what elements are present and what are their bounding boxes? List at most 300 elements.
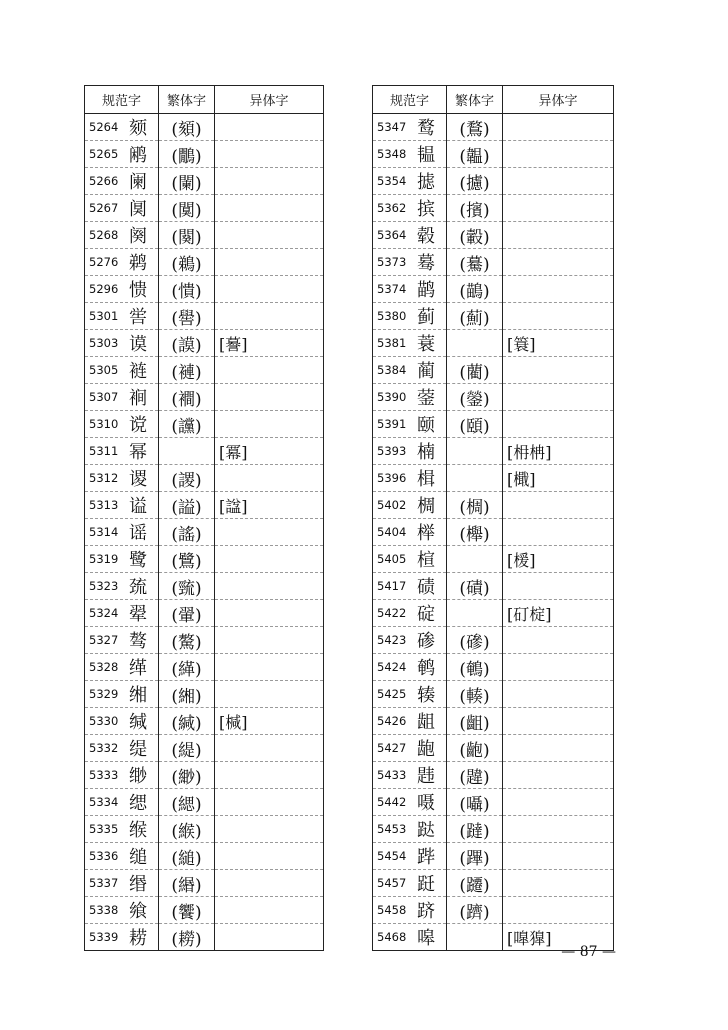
variant-char: [椷] — [215, 708, 324, 735]
char-code: 5422 — [377, 606, 407, 620]
table-row — [373, 843, 614, 870]
char-code: 5384 — [377, 363, 407, 377]
standard-char: 鹇 — [129, 145, 147, 166]
standard-cell — [85, 924, 159, 951]
traditional-char: (謖) — [159, 465, 215, 492]
variant-char: [謩] — [215, 330, 324, 357]
standard-cell — [373, 303, 447, 330]
traditional-char: (躂) — [447, 816, 503, 843]
variant-char — [503, 357, 614, 384]
table-header-row — [373, 86, 614, 114]
variant-char — [215, 276, 324, 303]
traditional-char: (薊) — [447, 303, 503, 330]
traditional-char: (闃) — [159, 195, 215, 222]
char-code: 5457 — [377, 876, 407, 890]
variant-char — [215, 168, 324, 195]
char-code: 5305 — [89, 363, 119, 377]
standard-char: 碜 — [417, 631, 435, 652]
standard-char: 颏 — [129, 118, 147, 139]
traditional-char: (頤) — [447, 411, 503, 438]
char-code: 5301 — [89, 309, 119, 323]
char-code: 5264 — [89, 120, 119, 134]
table-row — [85, 897, 324, 924]
variant-char — [503, 762, 614, 789]
traditional-char: (櫸) — [447, 519, 503, 546]
right-table-body — [373, 114, 614, 951]
standard-char: 嗥 — [417, 928, 435, 949]
variant-char — [215, 789, 324, 816]
standard-cell — [85, 870, 159, 897]
standard-cell — [85, 438, 159, 465]
table-row — [373, 627, 614, 654]
traditional-char: (鷳) — [159, 141, 215, 168]
traditional-char: (躋) — [447, 897, 503, 924]
char-code: 5391 — [377, 417, 407, 431]
standard-char: 谥 — [129, 496, 147, 517]
variant-char — [503, 168, 614, 195]
variant-char: [矴椗] — [503, 600, 614, 627]
variant-char — [215, 924, 324, 951]
char-code: 5405 — [377, 552, 407, 566]
char-code: 5319 — [89, 552, 119, 566]
traditional-char: (闋) — [159, 222, 215, 249]
table-row — [373, 708, 614, 735]
traditional-char: (鎣) — [447, 384, 503, 411]
char-code: 5374 — [377, 282, 407, 296]
standard-cell — [85, 114, 159, 141]
table-row — [373, 519, 614, 546]
standard-char: 跶 — [417, 820, 435, 841]
standard-cell — [373, 465, 447, 492]
table-row — [373, 654, 614, 681]
table-row — [373, 330, 614, 357]
standard-cell — [373, 843, 447, 870]
variant-char — [503, 573, 614, 600]
traditional-char: (擯) — [447, 195, 503, 222]
table-row — [373, 276, 614, 303]
traditional-char: (襇) — [159, 384, 215, 411]
traditional-char: (嚳) — [159, 303, 215, 330]
standard-char: 幂 — [129, 442, 147, 463]
traditional-char: (韞) — [447, 141, 503, 168]
variant-char — [215, 411, 324, 438]
char-code: 5380 — [377, 309, 407, 323]
char-code: 5339 — [89, 930, 119, 944]
standard-char: 蔺 — [417, 361, 435, 382]
char-code: 5453 — [377, 822, 407, 836]
variant-char — [503, 492, 614, 519]
traditional-char: (韙) — [447, 762, 503, 789]
header-standard: 规范字 — [373, 86, 447, 114]
standard-char: 嗫 — [417, 793, 435, 814]
table-row — [373, 384, 614, 411]
variant-char — [215, 141, 324, 168]
variant-char — [215, 384, 324, 411]
variant-char — [503, 222, 614, 249]
traditional-char: (饗) — [159, 897, 215, 924]
standard-char: 跸 — [417, 847, 435, 868]
variant-char: [諡] — [215, 492, 324, 519]
table-row — [85, 870, 324, 897]
standard-cell — [373, 816, 447, 843]
standard-char: 缈 — [129, 766, 147, 787]
char-code: 5442 — [377, 795, 407, 809]
standard-char: 缑 — [129, 820, 147, 841]
standard-char: 缇 — [129, 739, 147, 760]
standard-char: 谡 — [129, 469, 147, 490]
traditional-char: (謨) — [159, 330, 215, 357]
traditional-char: (鶩) — [447, 114, 503, 141]
variant-char: [檝] — [503, 465, 614, 492]
standard-cell — [85, 519, 159, 546]
variant-char — [215, 546, 324, 573]
standard-cell — [373, 897, 447, 924]
table-row — [85, 762, 324, 789]
table-row — [85, 789, 324, 816]
traditional-char: (輳) — [447, 681, 503, 708]
standard-cell — [373, 492, 447, 519]
char-code: 5307 — [89, 390, 119, 404]
standard-cell — [85, 546, 159, 573]
variant-char — [215, 519, 324, 546]
table-row — [373, 492, 614, 519]
standard-char: 巯 — [129, 577, 147, 598]
standard-char: 阒 — [129, 199, 147, 220]
table-row — [373, 897, 614, 924]
standard-char: 榉 — [417, 523, 435, 544]
variant-char — [215, 114, 324, 141]
traditional-char — [159, 438, 215, 465]
char-code: 5267 — [89, 201, 119, 215]
table-row — [85, 600, 324, 627]
char-code: 5381 — [377, 336, 407, 350]
header-traditional: 繁体字 — [159, 86, 215, 114]
table-row — [373, 357, 614, 384]
char-code: 5328 — [89, 660, 119, 674]
char-code: 5303 — [89, 336, 119, 350]
standard-cell — [373, 654, 447, 681]
standard-char: 摈 — [417, 199, 435, 220]
table-row — [85, 924, 324, 951]
table-row — [373, 546, 614, 573]
standard-char: 跻 — [417, 901, 435, 922]
char-code: 5336 — [89, 849, 119, 863]
standard-char: 缄 — [129, 712, 147, 733]
traditional-char: (鶓) — [447, 276, 503, 303]
standard-cell — [373, 411, 447, 438]
standard-cell — [85, 411, 159, 438]
table-row — [373, 249, 614, 276]
standard-cell — [85, 573, 159, 600]
traditional-char: (齙) — [447, 735, 503, 762]
table-row — [85, 357, 324, 384]
standard-cell — [85, 897, 159, 924]
traditional-char: (緲) — [159, 762, 215, 789]
char-code: 5337 — [89, 876, 119, 890]
traditional-char: (藺) — [447, 357, 503, 384]
traditional-char: (驀) — [447, 249, 503, 276]
standard-cell — [85, 276, 159, 303]
char-code: 5276 — [89, 255, 119, 269]
header-variant: 异体字 — [503, 86, 614, 114]
standard-cell — [373, 546, 447, 573]
char-code: 5417 — [377, 579, 407, 593]
traditional-char: (躚) — [447, 870, 503, 897]
standard-cell — [85, 195, 159, 222]
standard-char: 缂 — [129, 658, 147, 679]
variant-char — [503, 195, 614, 222]
standard-cell — [85, 789, 159, 816]
table-row — [85, 438, 324, 465]
char-code: 5454 — [377, 849, 407, 863]
standard-cell — [85, 735, 159, 762]
traditional-char: (闌) — [159, 168, 215, 195]
standard-char: 谠 — [129, 415, 147, 436]
traditional-char: (緦) — [159, 789, 215, 816]
table-row — [85, 816, 324, 843]
standard-cell — [373, 870, 447, 897]
traditional-char: (驁) — [159, 627, 215, 654]
standard-cell — [373, 438, 447, 465]
table-row — [85, 708, 324, 735]
variant-char — [215, 222, 324, 249]
variant-char — [215, 762, 324, 789]
standard-char: 楫 — [417, 469, 435, 490]
char-code: 5311 — [89, 444, 119, 458]
standard-char: 颐 — [417, 415, 435, 436]
table-row — [85, 681, 324, 708]
table-row — [85, 492, 324, 519]
table-row — [85, 735, 324, 762]
char-code: 5396 — [377, 471, 407, 485]
variant-char: [嘷獋] — [503, 924, 614, 951]
table-row — [85, 465, 324, 492]
table-row — [373, 303, 614, 330]
table-row — [85, 654, 324, 681]
variant-char — [503, 276, 614, 303]
table-row — [373, 141, 614, 168]
table-row — [85, 546, 324, 573]
char-code: 5265 — [89, 147, 119, 161]
traditional-char: (轂) — [447, 222, 503, 249]
table-row — [85, 222, 324, 249]
table-row — [85, 141, 324, 168]
traditional-char: (褳) — [159, 357, 215, 384]
variant-char — [503, 816, 614, 843]
char-code: 5404 — [377, 525, 407, 539]
variant-char: [冪] — [215, 438, 324, 465]
table-row — [373, 870, 614, 897]
table-row — [85, 573, 324, 600]
standard-cell — [85, 627, 159, 654]
standard-char: 碇 — [417, 604, 435, 625]
table-row — [85, 843, 324, 870]
standard-char: 韫 — [417, 145, 435, 166]
char-code: 5324 — [89, 606, 119, 620]
variant-char — [503, 411, 614, 438]
right-character-table — [372, 85, 614, 951]
standard-char: 蓑 — [417, 334, 435, 355]
traditional-char: (蹕) — [447, 843, 503, 870]
standard-cell — [373, 708, 447, 735]
standard-char: 蓟 — [417, 307, 435, 328]
traditional-char: (椆) — [447, 492, 503, 519]
traditional-char: (翬) — [159, 600, 215, 627]
standard-cell — [85, 843, 159, 870]
table-row — [85, 411, 324, 438]
standard-char: 龃 — [417, 712, 435, 733]
standard-char: 碛 — [417, 577, 435, 598]
char-code: 5310 — [89, 417, 119, 431]
standard-cell — [85, 600, 159, 627]
standard-cell — [85, 384, 159, 411]
table-row — [373, 222, 614, 249]
char-code: 5393 — [377, 444, 407, 458]
standard-char: 飨 — [129, 901, 147, 922]
traditional-char: (憒) — [159, 276, 215, 303]
standard-cell — [373, 681, 447, 708]
standard-cell — [85, 168, 159, 195]
standard-cell — [85, 330, 159, 357]
standard-cell — [373, 195, 447, 222]
variant-char — [215, 870, 324, 897]
standard-cell — [85, 222, 159, 249]
variant-char — [215, 195, 324, 222]
variant-char — [503, 384, 614, 411]
table-row — [373, 465, 614, 492]
standard-char: 鹌 — [417, 658, 435, 679]
traditional-char: (緗) — [159, 681, 215, 708]
traditional-char — [447, 465, 503, 492]
standard-char: 骜 — [129, 631, 147, 652]
standard-cell — [85, 654, 159, 681]
traditional-char: (巰) — [159, 573, 215, 600]
char-code: 5458 — [377, 903, 407, 917]
variant-char — [503, 249, 614, 276]
variant-char — [503, 870, 614, 897]
standard-cell — [373, 384, 447, 411]
standard-cell — [85, 762, 159, 789]
traditional-char — [447, 438, 503, 465]
standard-char: 缌 — [129, 793, 147, 814]
traditional-char: (縋) — [159, 843, 215, 870]
traditional-char: (緙) — [159, 654, 215, 681]
standard-cell — [85, 681, 159, 708]
variant-char — [215, 465, 324, 492]
standard-char: 辏 — [417, 685, 435, 706]
variant-char: [簑] — [503, 330, 614, 357]
table-row — [373, 573, 614, 600]
header-standard: 规范字 — [85, 86, 159, 114]
table-header-row — [85, 86, 324, 114]
char-code: 5334 — [89, 795, 119, 809]
char-code: 5313 — [89, 498, 119, 512]
standard-char: 缒 — [129, 847, 147, 868]
standard-char: 愦 — [129, 280, 147, 301]
standard-char: 跹 — [417, 874, 435, 895]
traditional-char — [447, 546, 503, 573]
variant-char: [楥] — [503, 546, 614, 573]
standard-cell — [373, 141, 447, 168]
table-row — [373, 681, 614, 708]
traditional-char: (緱) — [159, 816, 215, 843]
standard-char: 鹭 — [129, 550, 147, 571]
page-number: — 87 — — [561, 944, 616, 960]
variant-char — [503, 627, 614, 654]
standard-cell — [373, 276, 447, 303]
standard-char: 喾 — [129, 307, 147, 328]
variant-char — [215, 600, 324, 627]
standard-char: 鹜 — [417, 118, 435, 139]
table-row — [373, 789, 614, 816]
standard-char: 龅 — [417, 739, 435, 760]
variant-char — [503, 897, 614, 924]
char-code: 5364 — [377, 228, 407, 242]
char-code: 5425 — [377, 687, 407, 701]
char-code: 5323 — [89, 579, 119, 593]
standard-cell — [85, 249, 159, 276]
char-code: 5329 — [89, 687, 119, 701]
table-row — [85, 330, 324, 357]
standard-cell — [85, 303, 159, 330]
traditional-char: (齟) — [447, 708, 503, 735]
char-code: 5423 — [377, 633, 407, 647]
variant-char — [215, 303, 324, 330]
standard-char: 韪 — [417, 766, 435, 787]
standard-cell — [373, 627, 447, 654]
table-row — [85, 627, 324, 654]
variant-char — [215, 654, 324, 681]
standard-char: 翚 — [129, 604, 147, 625]
char-code: 5268 — [89, 228, 119, 242]
char-code: 5426 — [377, 714, 407, 728]
char-code: 5266 — [89, 174, 119, 188]
standard-cell — [85, 492, 159, 519]
standard-char: 摅 — [417, 172, 435, 193]
standard-cell — [373, 573, 447, 600]
char-code: 5373 — [377, 255, 407, 269]
variant-char — [503, 843, 614, 870]
variant-char — [503, 141, 614, 168]
standard-cell — [373, 735, 447, 762]
char-code: 5296 — [89, 282, 119, 296]
traditional-char: (緹) — [159, 735, 215, 762]
standard-cell — [373, 168, 447, 195]
traditional-char — [447, 924, 503, 951]
standard-cell — [85, 816, 159, 843]
traditional-char: (讜) — [159, 411, 215, 438]
traditional-char: (謠) — [159, 519, 215, 546]
table-row — [373, 168, 614, 195]
char-code: 5433 — [377, 768, 407, 782]
table-row — [373, 762, 614, 789]
variant-char — [215, 249, 324, 276]
standard-cell — [373, 789, 447, 816]
table-row — [85, 384, 324, 411]
standard-cell — [373, 924, 447, 951]
table-row — [85, 276, 324, 303]
variant-char — [215, 573, 324, 600]
table-row — [373, 816, 614, 843]
table-row — [85, 519, 324, 546]
standard-char: 谣 — [129, 523, 147, 544]
standard-char: 阑 — [129, 172, 147, 193]
standard-char: 蓦 — [417, 253, 435, 274]
traditional-char: (鵪) — [447, 654, 503, 681]
variant-char — [503, 114, 614, 141]
traditional-char: (緡) — [159, 870, 215, 897]
table-row — [373, 195, 614, 222]
